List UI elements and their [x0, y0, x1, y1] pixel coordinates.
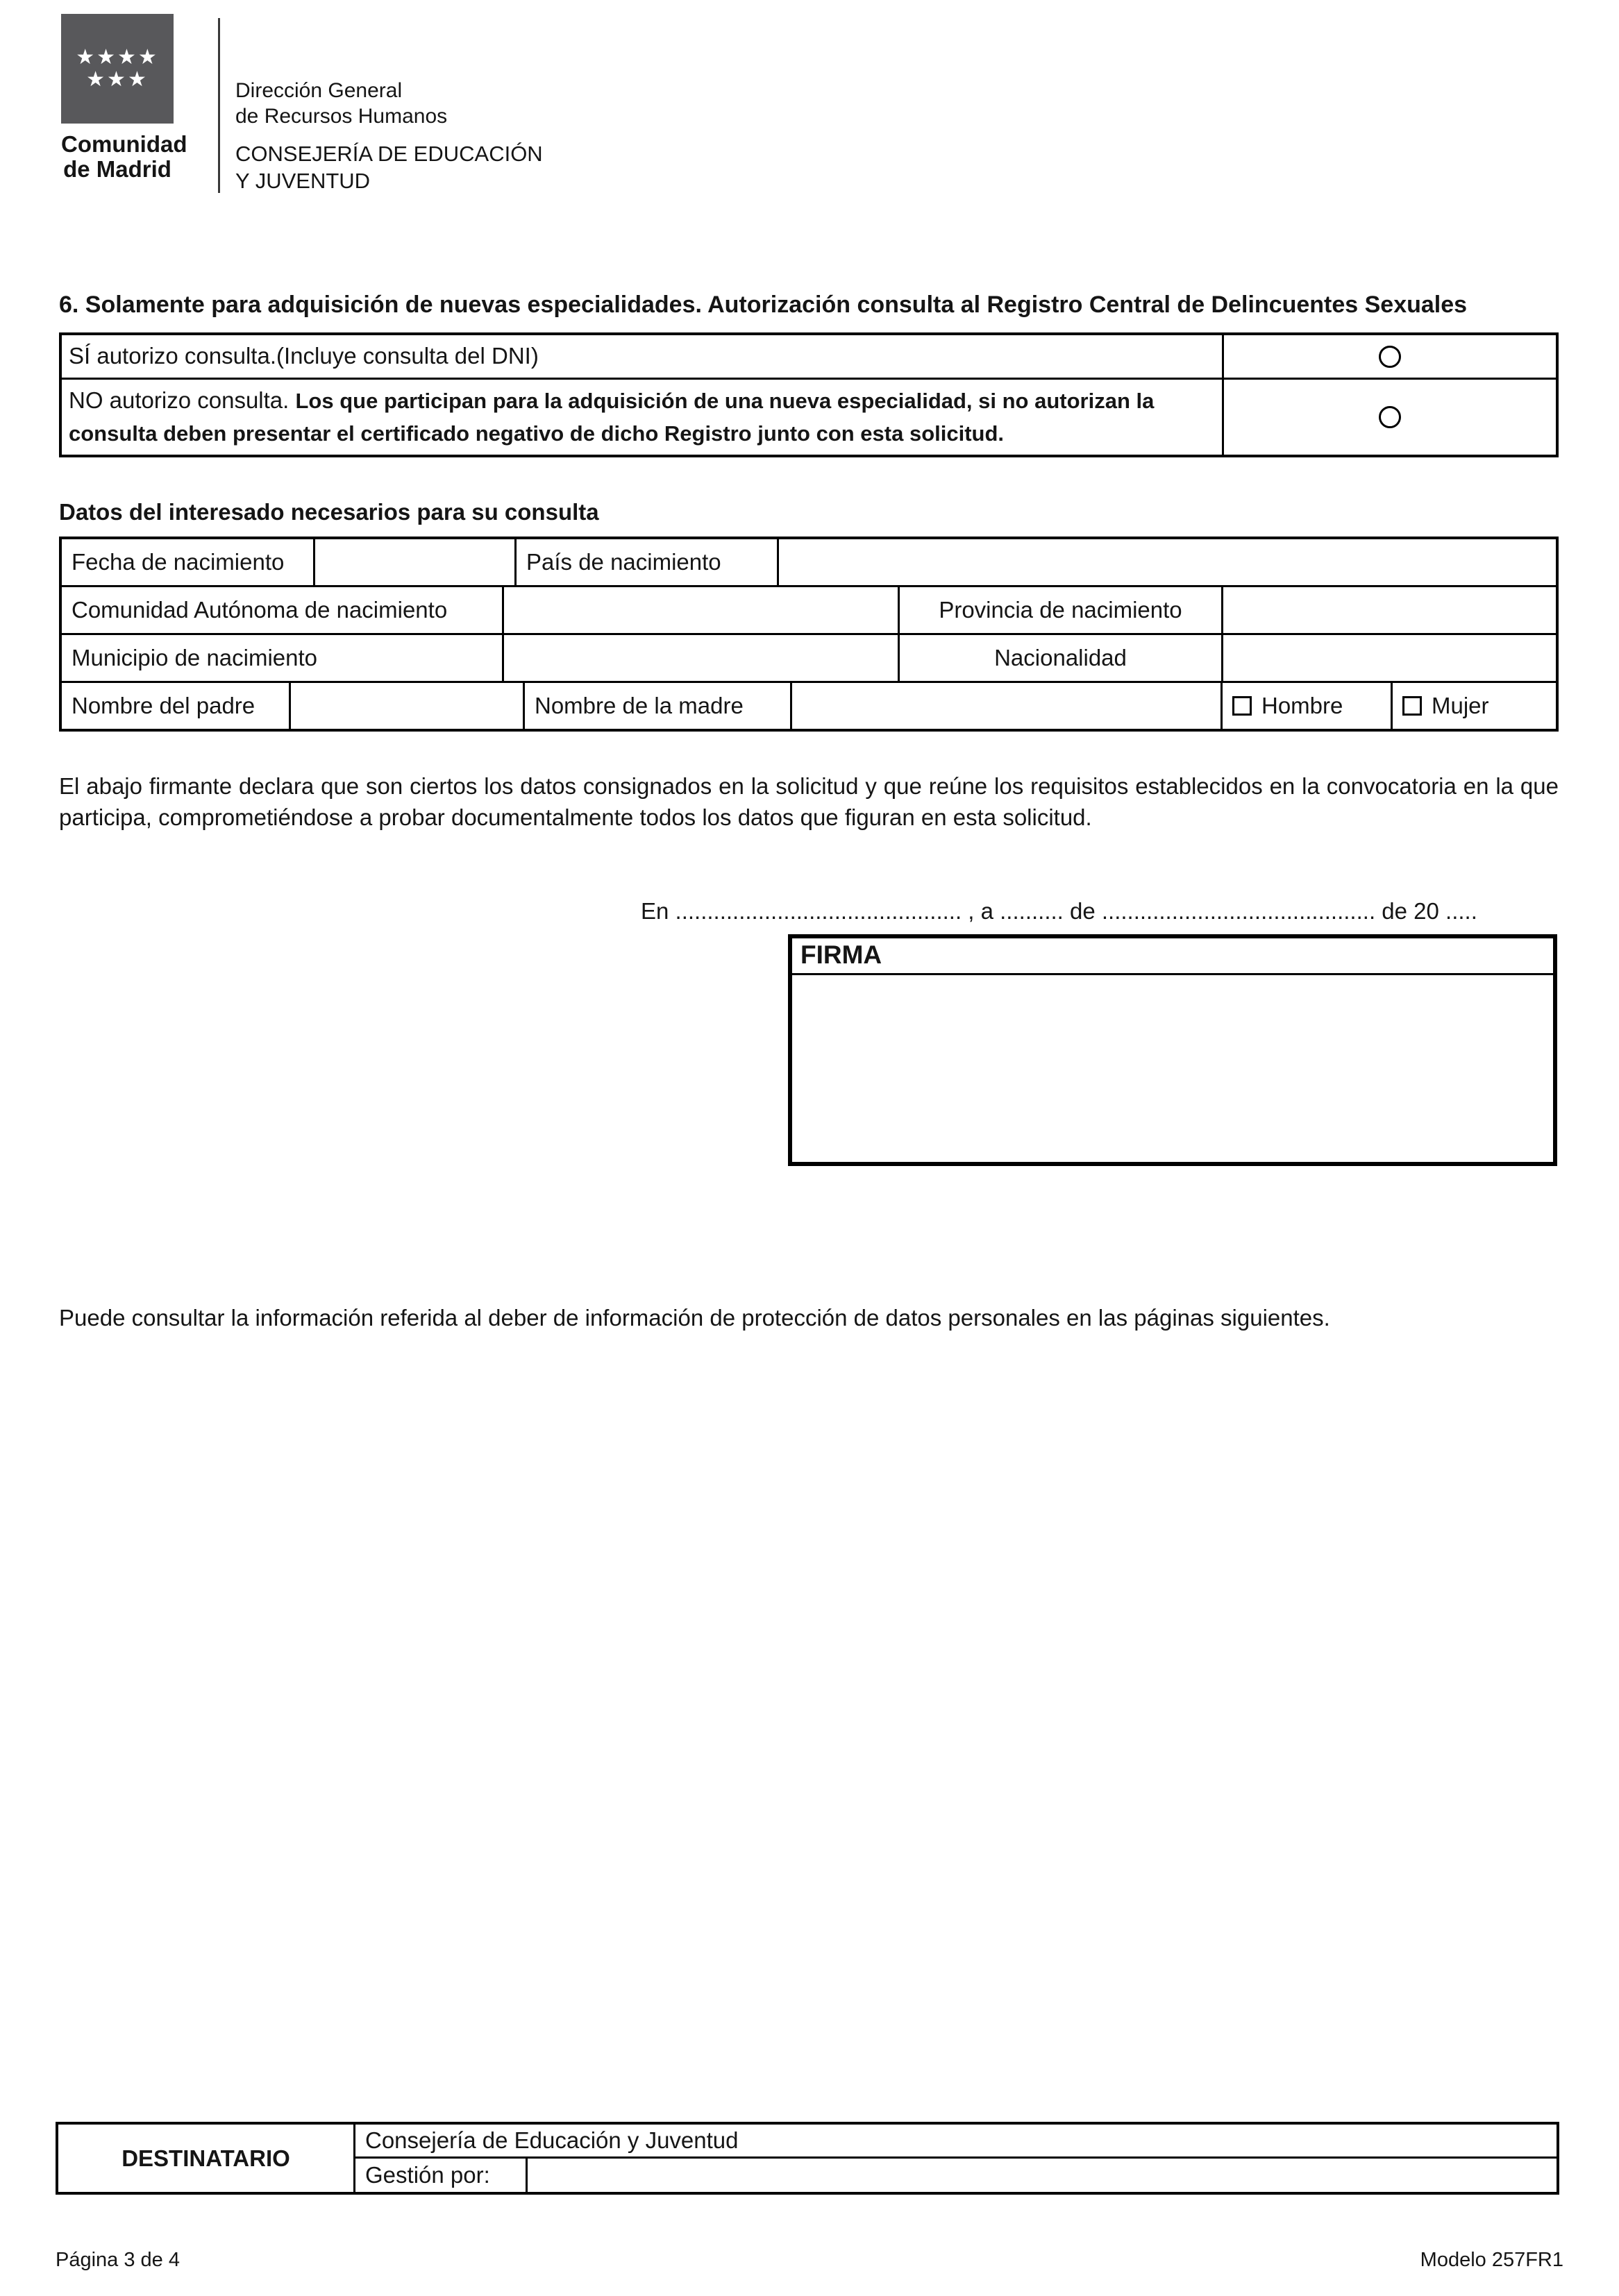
- org-line-2: de Recursos Humanos: [235, 105, 448, 128]
- si-autorizo-text: SÍ autorizo consulta.(Incluye consulta del DNI): [69, 343, 539, 369]
- destinatario-table: [56, 2122, 1559, 2195]
- si-autorizo-label: [62, 335, 1224, 378]
- signature-box: [788, 934, 1557, 1166]
- hombre-checkbox[interactable]: [1232, 696, 1252, 716]
- page-footer: [56, 2249, 1563, 2272]
- provincia-nacimiento-input[interactable]: [1223, 587, 1556, 633]
- dept-line-1: CONSEJERÍA DE EDUCACIÓN: [235, 142, 543, 166]
- nombre-madre-input[interactable]: [792, 683, 1223, 729]
- pais-nacimiento-input[interactable]: [779, 539, 1556, 585]
- mujer-label: Mujer: [1432, 693, 1489, 718]
- page-number: Página 3 de 4: [56, 2249, 180, 2271]
- org-line-1: Dirección General: [235, 79, 403, 102]
- logo-line-2: de Madrid: [63, 156, 171, 182]
- mujer-checkbox[interactable]: [1402, 696, 1422, 716]
- destinatario-value: Consejería de Educación y Juventud: [355, 2125, 1557, 2159]
- logo-line-1: Comunidad: [61, 131, 187, 157]
- table-row: [62, 681, 1556, 729]
- si-autorizo-radio-cell: [1224, 335, 1556, 378]
- fecha-nacimiento-input[interactable]: [315, 539, 517, 585]
- comunidad-autonoma-label: Comunidad Autónoma de nacimiento: [62, 587, 504, 633]
- hombre-label: Hombre: [1261, 693, 1343, 718]
- table-row: [62, 539, 1556, 585]
- table-row: [62, 335, 1556, 378]
- datos-table: [59, 537, 1559, 732]
- destinatario-label: DESTINATARIO: [58, 2125, 355, 2192]
- date-place-line[interactable]: En ............................................. , a .......... de ........................................... de 20 .....: [641, 898, 1477, 924]
- mujer-cell: [1393, 683, 1556, 729]
- comunidad-madrid-logo: [61, 14, 200, 194]
- logo-wordmark: [61, 131, 187, 182]
- table-row: [62, 585, 1556, 633]
- firma-label: FIRMA: [792, 938, 1553, 975]
- datos-heading: Datos del interesado necesarios para su consulta: [59, 499, 599, 525]
- header: [61, 14, 543, 194]
- model-code: Modelo 257FR1: [1420, 2249, 1563, 2271]
- main-content: [59, 288, 1559, 1331]
- declaration-paragraph: El abajo firmante declara que son ciertos los datos consignados en la solicitud y que reúne los requisitos establecidos en la convocatoria en la que participa, comprometiéndose a probar documentalmente todos los datos que figuran en esta solicitud.: [59, 773, 1559, 830]
- gestion-por-input[interactable]: [528, 2159, 1557, 2192]
- no-autorizo-label: [62, 380, 1224, 455]
- header-divider: [218, 18, 220, 193]
- si-autorizo-radio[interactable]: [1379, 346, 1401, 368]
- stars-row-1: ★★★★: [76, 46, 159, 69]
- municipio-nacimiento-input[interactable]: [504, 635, 900, 681]
- destinatario-right: [355, 2125, 1557, 2192]
- signature-area[interactable]: [792, 975, 1553, 1163]
- no-autorizo-text: NO autorizo consulta.: [69, 387, 296, 413]
- hombre-cell: [1223, 683, 1393, 729]
- table-row: [62, 633, 1556, 681]
- fecha-nacimiento-label: Fecha de nacimiento: [62, 539, 315, 585]
- no-autorizo-radio-cell: [1224, 380, 1556, 455]
- table-row: [62, 378, 1556, 455]
- pais-nacimiento-label: País de nacimiento: [517, 539, 779, 585]
- nombre-madre-label: Nombre de la madre: [525, 683, 792, 729]
- municipio-nacimiento-label: Municipio de nacimiento: [62, 635, 504, 681]
- no-autorizo-radio[interactable]: [1379, 406, 1401, 428]
- nombre-padre-input[interactable]: [291, 683, 525, 729]
- comunidad-autonoma-input[interactable]: [504, 587, 900, 633]
- nacionalidad-label: Nacionalidad: [900, 635, 1223, 681]
- org-block: [235, 14, 543, 194]
- madrid-flag-icon: [61, 14, 174, 124]
- stars-row-2: ★★★: [86, 68, 149, 91]
- provincia-nacimiento-label: Provincia de nacimiento: [900, 587, 1223, 633]
- dept-line-2: Y JUVENTUD: [235, 169, 371, 193]
- privacy-note: Puede consultar la información referida al deber de información de protección de datos personales en las páginas siguientes.: [59, 1305, 1330, 1331]
- no-autorizo-bold-text: Los que participan para la adquisición de una nueva especialidad, si no autorizan la consulta deben presentar el certificado negativo de dicho Registro junto con esta solicitud.: [69, 389, 1155, 446]
- gestion-por-label: Gestión por:: [355, 2159, 528, 2192]
- authorization-table: [59, 332, 1559, 457]
- nombre-padre-label: Nombre del padre: [62, 683, 291, 729]
- nacionalidad-input[interactable]: [1223, 635, 1556, 681]
- section6-title: 6. Solamente para adquisición de nuevas especialidades. Autorización consulta al Registro Central de Delincuentes Sexuales: [59, 292, 1468, 318]
- table-row: [355, 2159, 1557, 2192]
